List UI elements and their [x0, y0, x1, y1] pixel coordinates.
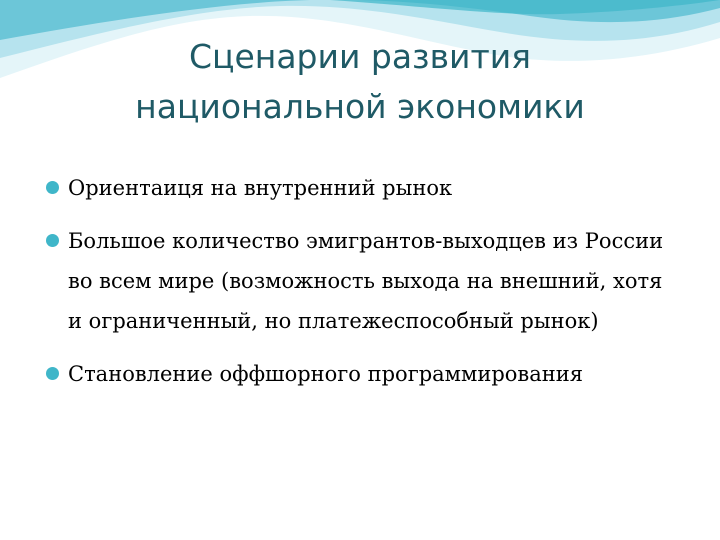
slide-title	[0, 32, 720, 132]
bullet-text: Становление оффшорного программирования	[68, 362, 584, 386]
bullet-item	[46, 354, 666, 394]
slide-title-line-1: Сценарии развития	[188, 37, 532, 76]
bullet-list	[46, 168, 666, 407]
bullet-text: Большое количество эмигрантов-выходцев из России во всем мире (возможность выхода на внешний, хотя и ограниченный, но платежеспособный рынок)	[68, 229, 664, 333]
bullet-item	[46, 168, 666, 208]
bullet-dot-icon	[46, 234, 59, 247]
bullet-text: Ориентаиця на внутренний рынок	[68, 176, 453, 200]
bullet-dot-icon	[46, 181, 59, 194]
slide-title-line-2: национальной экономики	[135, 87, 585, 126]
bullet-dot-icon	[46, 367, 59, 380]
bullet-item	[46, 221, 666, 341]
